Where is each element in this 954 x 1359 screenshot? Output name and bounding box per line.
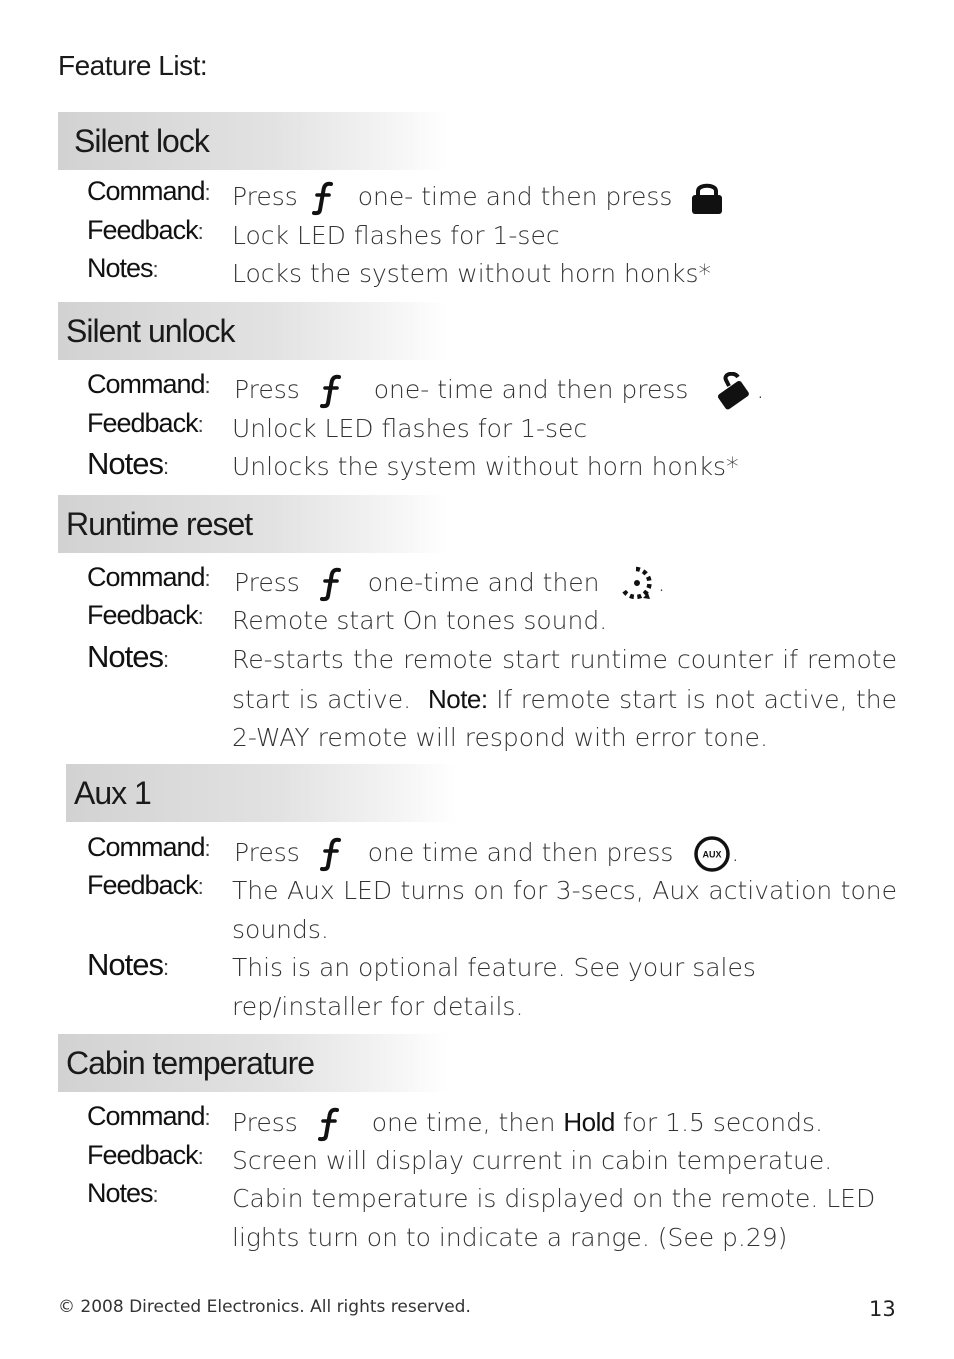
feedback-value: Remote start On tones sound. [232,606,608,635]
function-f-icon [318,566,348,602]
notes-value: Cabin temperature is displayed on the remote. LED lights turn on to indicate a range. (See p.29) [232,1184,876,1252]
section-header-runtime-reset [58,495,448,553]
feedback-value: The Aux LED turns on for 3-secs, Aux activation tone sounds. [232,876,897,944]
copyright-footer: © 2008 Directed Electronics. All rights reserved. [58,1297,471,1317]
section-title: Silent lock [74,122,209,159]
page-number: 13 [869,1297,896,1321]
runtime-reset-icon [617,565,657,603]
note-label: Note: [427,683,488,714]
aux-button-icon [693,835,731,873]
function-f-icon [318,373,348,409]
notes-label: Notes: [87,253,158,283]
command-value: Press one time, then Hold for 1.5 seconds. [232,1103,897,1143]
notes-label: Notes: [87,639,169,674]
command-label: Command: [87,1101,210,1131]
page-title: Feature List: [58,50,208,81]
notes-value: Re-starts the remote start runtime counter if remote start is active. Note: If remote start is not active, the 2-WAY remote will respond with error tone. [232,645,897,752]
section-header-silent-lock [58,112,448,170]
command-value: Press one time and then press AUX . [234,834,899,873]
notes-label: Notes: [87,446,169,481]
section-header-silent-unlock [58,302,448,360]
notes-label: Notes: [87,1178,158,1208]
section-header-aux-1 [66,764,456,822]
command-value: Press one- time and then press . [234,371,899,410]
feedback-value: Lock LED flashes for 1-sec [232,221,560,250]
command-label: Command: [87,369,210,399]
feedback-label: Feedback: [87,870,203,900]
command-label: Command: [87,832,210,862]
command-value: Press one- time and then press [232,178,897,217]
command-value: Press one-time and then . [234,564,899,603]
section-title: Runtime reset [66,505,253,542]
svg-text:AUX: AUX [702,849,722,860]
notes-value: This is an optional feature. See your sales rep/installer for details. [232,953,756,1021]
notes-value: Unlocks the system without horn honks* [232,452,739,481]
section-title: Cabin temperature [66,1044,315,1081]
notes-value: Locks the system without horn honks* [232,259,711,288]
notes-label: Notes: [87,947,169,982]
lock-icon [688,180,726,216]
command-label: Command: [87,562,210,592]
feedback-label: Feedback: [87,408,203,438]
feedback-label: Feedback: [87,215,203,245]
hold-label: Hold [563,1107,615,1137]
function-f-icon [318,836,348,872]
unlock-icon [712,372,756,410]
section-title: Aux 1 [74,774,151,811]
section-title: Silent unlock [66,312,235,349]
feedback-label: Feedback: [87,1140,203,1170]
feedback-value: Screen will display current in cabin temperatue. [232,1146,833,1175]
function-f-icon [310,180,340,216]
feedback-label: Feedback: [87,600,203,630]
section-header-cabin-temperature [58,1034,448,1092]
feedback-value: Unlock LED flashes for 1-sec [232,414,588,443]
function-f-icon [316,1106,346,1142]
command-label: Command: [87,176,210,206]
